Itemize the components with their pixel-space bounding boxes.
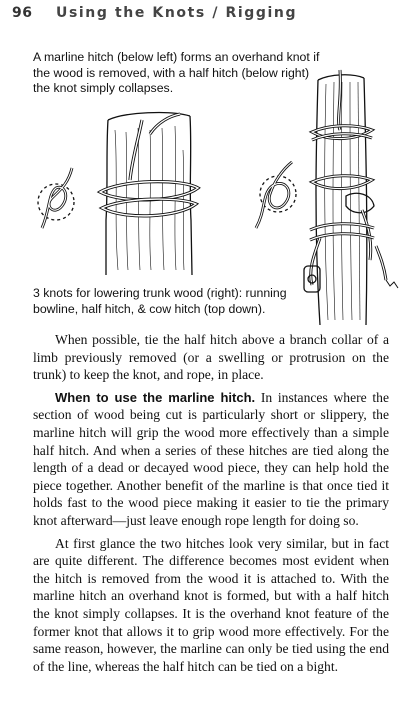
figure-caption-bottom: 3 knots for lowering trunk wood (right): running bowline, half hitch, & cow hitch (top down).	[33, 286, 287, 316]
figure-caption-top: A marline hitch (below left) forms an overhand knot if the wood is removed, with a half hitch (below right) the knot simply collapses.	[33, 50, 320, 95]
page-number: 96	[12, 5, 33, 21]
paragraph-heading: When to use the marline hitch.	[55, 389, 256, 405]
paragraph-2-text: In instances where the section of wood being cut is particularly short or slippery, the marline hitch will grip the wood more effectively than a simple half hitch. And when a series of these hitches are tied along the length of a dead or decayed wood piece, they can help hold the piece together. Another benefit of the marline is that once tied it holds fast to the wood piece making it easier to tie the primary knot afterward—just leave enough rope length for doing so.	[33, 389, 389, 528]
hitch-comparison-illustration	[30, 110, 310, 275]
paragraph-1: When possible, tie the half hitch above a branch collar of a limb previously removed (or a swelling or protrusion on the trunk) to keep the knot, and rope, in place.	[33, 332, 389, 383]
trunk-knots-illustration	[300, 70, 400, 330]
paragraph-2	[33, 389, 389, 530]
paragraph-3: At first glance the two hitches look very similar, but in fact are quite different. The difference becomes most evident when the hitch is removed from the wood it is attached to. With the marline hitch an overhand knot is formed, but with a half hitch the knot simply collapses. It is the overhand knot feature of the former knot that allows it to grip wood more effectively. For the same reason, however, the marline can only be tied using the end of the line, whereas the half hitch can be tied on a bight.	[33, 535, 389, 674]
page-header	[12, 4, 402, 26]
running-head: Using the Knots / Rigging	[56, 5, 298, 21]
body-text	[33, 331, 389, 675]
